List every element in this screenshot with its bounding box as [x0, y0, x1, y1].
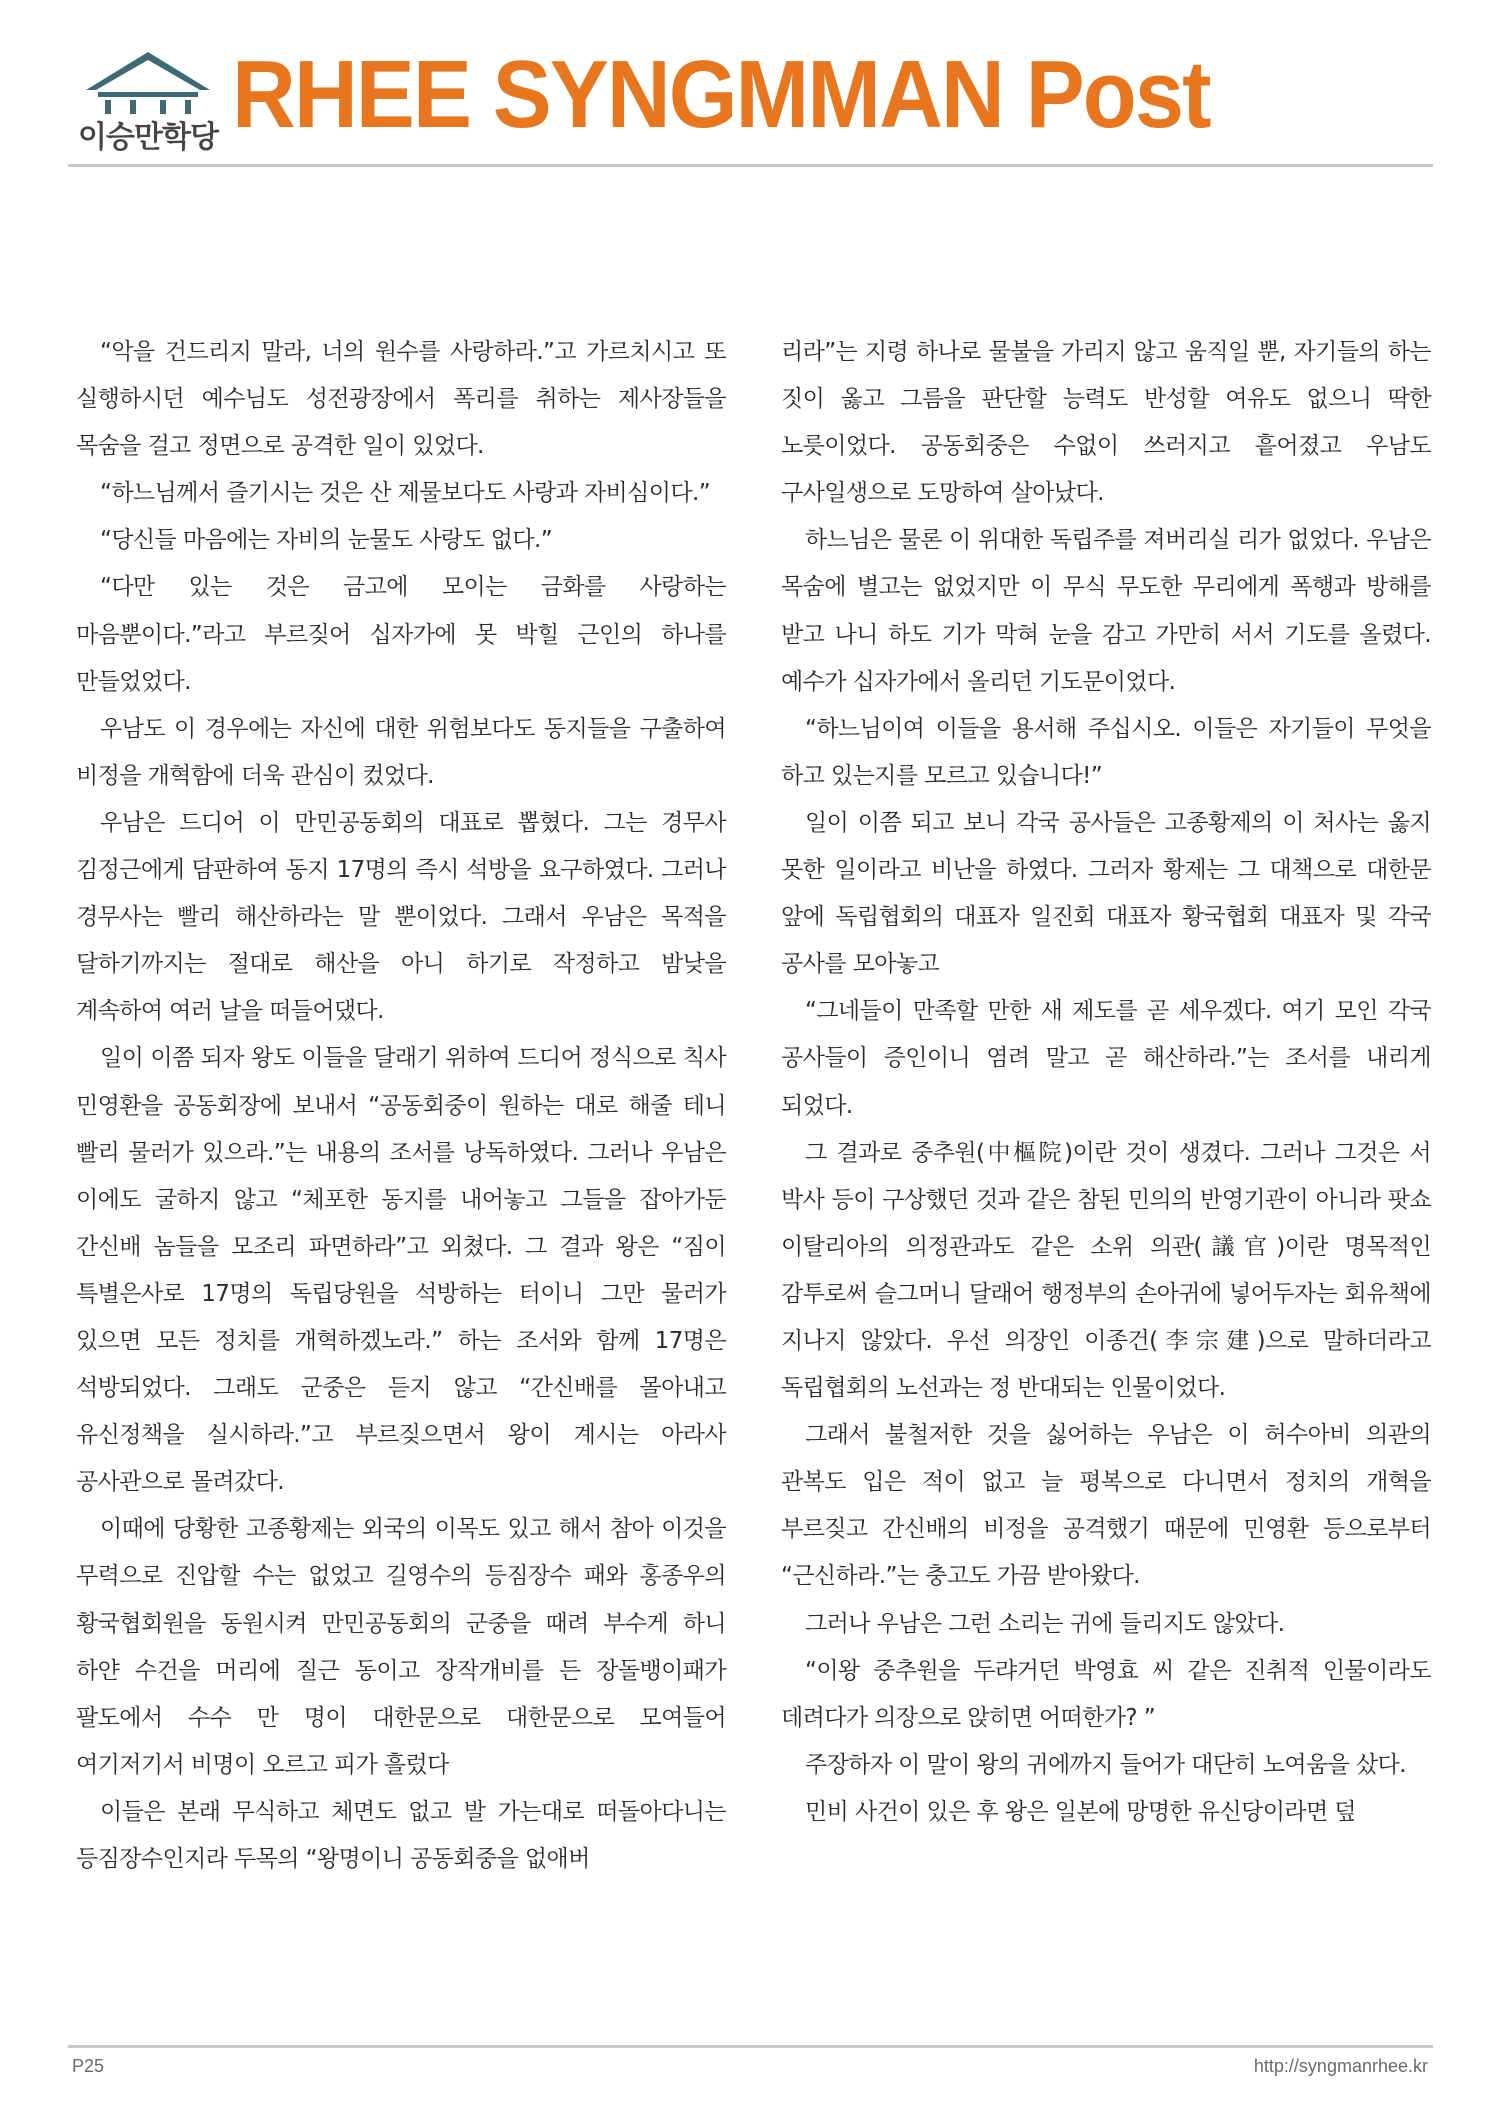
paragraph: “당신들 마음에는 자비의 눈물도 사랑도 없다.” [100, 527, 553, 554]
paragraph: 그 결과로 중추원(中樞院)이란 것이 생겼다. 그러나 그것은 서 박사 등이 구상했던 것과 같은 참된 민의의 반영기관이 아니라 팟쇼 이탈리아의 의정관과도 같은 소위 의관(議官)이란 명목적인 감투로써 슬그머니 달래어 행정부의 손아귀에 넣어두자는 회유책에 지나지 않았다. 우선 의장인 이종건(李宗建)으로 말하더라고 독립협회의 노선과는 정 반대되는 인물이었다. [781, 1139, 1431, 1402]
website-link[interactable]: http://syngmanrhee.kr [1253, 2056, 1428, 2076]
paragraph: 주장하자 이 말이 왕의 귀에까지 들어가 대단히 노여움을 샀다. [805, 1751, 1406, 1778]
paragraph: 일이 이쯤 되고 보니 각국 공사들은 고종황제의 이 처사는 옳지 못한 일이라고 비난을 하였다. 그러자 황제는 그 대책으로 대한문 앞에 독립협회의 대표자 일진회 대표자 황국협회 대표자 및 각국 공사를 모아놓고 [781, 809, 1431, 978]
publication-title: RHEE SYNGMMAN Post [232, 41, 1210, 148]
page-header [68, 41, 1433, 166]
paragraph: 우남은 드디어 이 만민공동회의 대표로 뽑혔다. 그는 경무사 김정근에게 담판하여 동지 17명의 즉시 석방을 요구하였다. 그러나 경무사는 빨리 해산하라는 말 뿐이었다. 그래서 우남은 목적을 달하기까지는 절대로 해산을 아니 하기로 작정하고 밤낮을 계속하여 여러 날을 떠들어댔다. [76, 809, 726, 1025]
paragraph: “하느님께서 즐기시는 것은 산 제물보다도 사랑과 자비심이다.” [100, 480, 711, 507]
paragraph: 우남도 이 경우에는 자신에 대한 위험보다도 동지들을 구출하여 비정을 개혁함에 더욱 관심이 컸었다. [76, 715, 726, 789]
logo-text: 이승만학당 [78, 120, 218, 155]
paragraph: 그러나 우남은 그런 소리는 귀에 들리지도 않았다. [805, 1610, 1285, 1637]
header-divider [68, 164, 1433, 167]
paragraph: 이때에 당황한 고종황제는 외국의 이목도 있고 해서 참아 이것을 무력으로 진압할 수는 없었고 길영수의 등짐장수 패와 홍종우의 황국협회원을 동원시켜 만민공동회의 군중을 때려 부수게 하니 하얀 수건을 머리에 질근 동이고 장작개비를 든 장돌뱅이패가 팔도에서 수수 만 명이 대한문으로 대한문으로 모여들어 여기저기서 비명이 오르고 피가 흘렀다 [76, 1516, 726, 1778]
paragraph: 민비 사건이 있은 후 왕은 일본에 망명한 유신당이라면 덮 [805, 1798, 1356, 1825]
article-left-column [76, 329, 726, 1883]
paragraph: “그네들이 만족할 만한 새 제도를 곧 세우겠다. 여기 모인 각국 공사들이 증인이니 염려 말고 곧 해산하라.”는 조서를 내리게 되었다. [781, 998, 1431, 1119]
paragraph: “악을 건드리지 말라, 너의 원수를 사랑하라.”고 가르치시고 또 실행하시던 예수님도 성전광장에서 폭리를 취하는 제사장들을 목숨을 걸고 정면으로 공격한 일이 있었다. [76, 339, 726, 460]
paragraph: “다만 있는 것은 금고에 모이는 금화를 사랑하는 마음뿐이다.”라고 부르짖어 십자가에 못 박힐 근인의 하나를 만들었었다. [76, 574, 726, 695]
paragraph: 그래서 불철저한 것을 싫어하는 우남은 이 허수아비 의관의 관복도 입은 적이 없고 늘 평복으로 다니면서 정치의 개혁을 부르짖고 간신배의 비정을 공격했기 때문에 민영환 등으로부터 “근신하라.”는 충고도 가끔 받아왔다. [781, 1422, 1431, 1590]
paragraph: “이왕 중추원을 두랴거던 박영효 씨 같은 진취적 인물이라도 데려다가 의장으로 앉히면 어떠한가? ” [781, 1657, 1431, 1731]
paragraph: 리라”는 지령 하나로 물불을 가리지 않고 움직일 뿐, 자기들의 하는 짓이 옳고 그름을 판단할 능력도 반성할 여유도 없으니 딱한 노릇이었다. 공동회중은 수없이 쓰러지고 흩어졌고 우남도 구사일생으로 도망하여 살아났다. [781, 339, 1431, 507]
footer-divider [68, 2045, 1433, 2048]
paragraph: 일이 이쯤 되자 왕도 이들을 달래기 위하여 드디어 정식으로 칙사 민영환을 공동회장에 보내서 “공동회중이 원하는 대로 해줄 테니 빨리 물러가 있으라.”는 내용의 조서를 낭독하였다. 그러나 우남은 이에도 굴하지 않고 “체포한 동지를 내어놓고 그들을 잡아가둔 간신배 놈들을 모조리 파면하라”고 외쳤다. 그 결과 왕은 “짐이 특별은사로 17명의 독립당원을 석방하는 터이니 그만 물러가 있으면 모든 정치를 개혁하겠노라.” 하는 조서와 함께 17명은 석방되었다. 그래도 군중은 듣지 않고 “간신배를 몰아내고 유신정책을 실시하라.”고 부르짖으면서 왕이 계시는 아라사 공사관으로 몰려갔다. [76, 1045, 726, 1496]
article-right-column [781, 329, 1431, 1836]
page-number: P25 [72, 2056, 105, 2076]
paragraph: 하느님은 물론 이 위대한 독립주를 져버리실 리가 없었다. 우남은 목숨에 별고는 없었지만 이 무식 무도한 무리에게 폭행과 방해를 받고 나니 하도 기가 막혀 눈을 감고 가만히 서서 기도를 올렸다. 예수가 십자가에서 올리던 기도문이었다. [781, 527, 1431, 695]
paragraph: 이들은 본래 무식하고 체면도 없고 발 가는대로 떠돌아다니는 등짐장수인지라 두목의 “왕명이니 공동회중을 없애버 [76, 1798, 726, 1872]
paragraph: “하느님이여 이들을 용서해 주십시오. 이들은 자기들이 무엇을 하고 있는지를 모르고 있습니다!” [781, 715, 1431, 789]
